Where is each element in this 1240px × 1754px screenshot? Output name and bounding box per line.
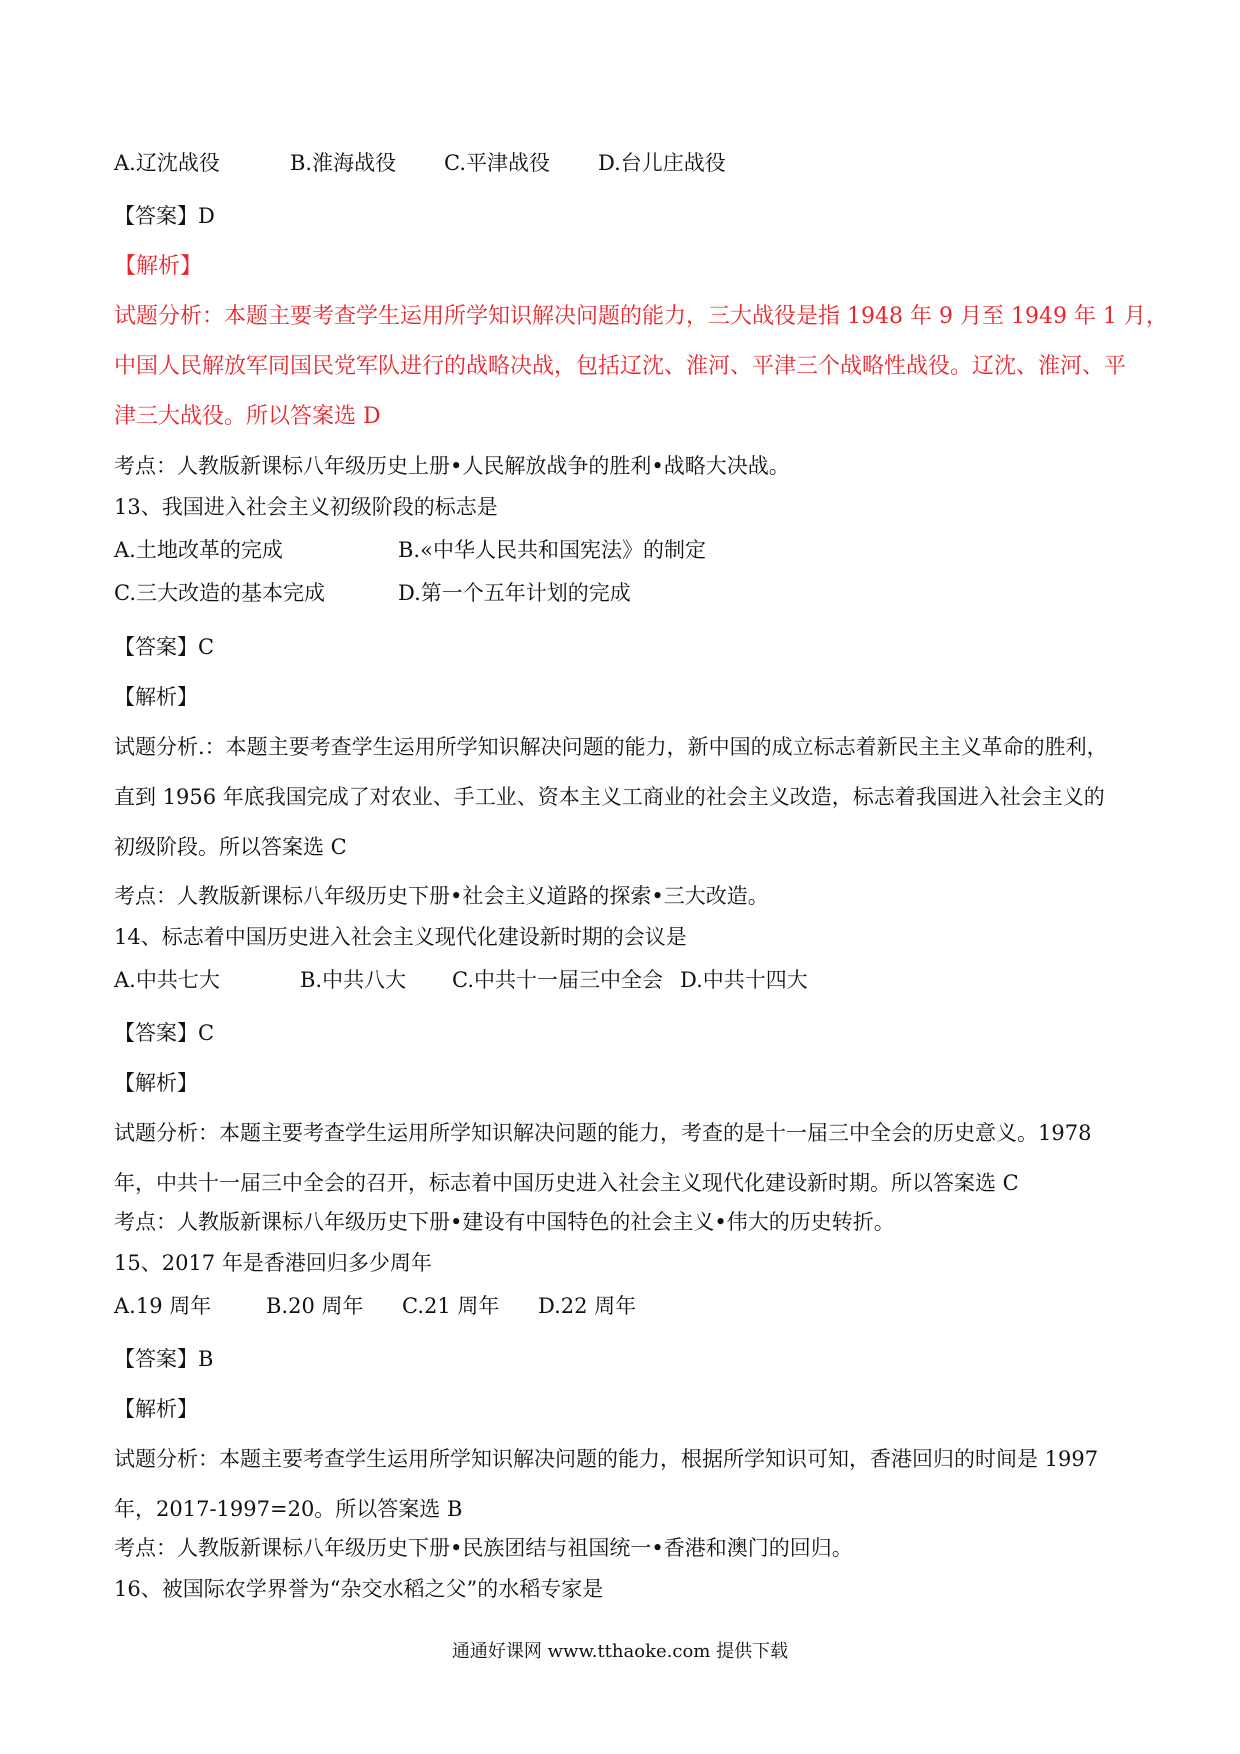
q14-question: 14、标志着中国历史进入社会主义现代化建设新时期的会议是 bbox=[114, 925, 687, 949]
q13-option-d: D.第一个五年计划的完成 bbox=[398, 581, 631, 605]
q14-answer: 【答案】C bbox=[114, 1021, 215, 1045]
q12-answer: 【答案】D bbox=[114, 204, 215, 228]
q13-point: 考点：人教版新课标八年级历史下册•社会主义道路的探索•三大改造。 bbox=[114, 884, 769, 908]
q12-analysis-line: 中国人民解放军同国民党军队进行的战略决战，包括辽沈、淮河、平津三个战略性战役。辽沈、淮河、平 bbox=[114, 354, 1127, 379]
q13-analysis-line: 初级阶段。所以答案选 C bbox=[114, 835, 347, 859]
q12-analysis-line: 试题分析：本题主要考查学生运用所学知识解决问题的能力，三大战役是指 1948 年 9 月至 1949 年 1 月， bbox=[114, 304, 1168, 329]
q12-option-c: C.平津战役 bbox=[444, 151, 550, 175]
q14-option-b: B.中共八大 bbox=[300, 968, 407, 992]
q13-analysis-line: 试题分析.：本题主要考查学生运用所学知识解决问题的能力，新中国的成立标志着新民主主义革命的胜利， bbox=[114, 735, 1108, 759]
q14-option-d: D.中共十四大 bbox=[680, 968, 808, 992]
q13-option-b: B.«中华人民共和国宪法》的制定 bbox=[398, 538, 706, 562]
q12-analysis-heading: 【解析】 bbox=[114, 254, 203, 279]
q12-option-b: B.淮海战役 bbox=[290, 151, 397, 175]
q14-analysis-heading: 【解析】 bbox=[114, 1071, 198, 1095]
q14-point: 考点：人教版新课标八年级历史下册•建设有中国特色的社会主义•伟大的历史转折。 bbox=[114, 1210, 895, 1234]
q15-answer: 【答案】B bbox=[114, 1347, 214, 1371]
q15-analysis-line: 年，2017-1997=20。所以答案选 B bbox=[114, 1497, 463, 1521]
q12-point: 考点：人教版新课标八年级历史上册•人民解放战争的胜利•战略大决战。 bbox=[114, 454, 790, 478]
q15-option-a: A.19 周年 bbox=[114, 1294, 212, 1318]
q12-analysis-line: 津三大战役。所以答案选 D bbox=[114, 404, 381, 429]
q13-analysis-line: 直到 1956 年底我国完成了对农业、手工业、资本主义工商业的社会主义改造，标志着我国进入社会主义的 bbox=[114, 785, 1105, 809]
q13-option-c: C.三大改造的基本完成 bbox=[114, 581, 325, 605]
page-footer: 通通好课网 www.tthaoke.com 提供下载 bbox=[451, 1641, 789, 1662]
q13-analysis-heading: 【解析】 bbox=[114, 685, 198, 709]
q13-answer: 【答案】C bbox=[114, 635, 215, 659]
q13-option-a: A.土地改革的完成 bbox=[114, 538, 283, 562]
q15-point: 考点：人教版新课标八年级历史下册•民族团结与祖国统一•香港和澳门的回归。 bbox=[114, 1536, 853, 1560]
q14-option-c: C.中共十一届三中全会 bbox=[452, 968, 663, 992]
q14-analysis-line: 年，中共十一届三中全会的召开，标志着中国历史进入社会主义现代化建设新时期。所以答案选 C bbox=[114, 1171, 1019, 1195]
q15-question: 15、2017 年是香港回归多少周年 bbox=[114, 1251, 432, 1275]
q16-question: 16、被国际农学界誉为“杂交水稻之父”的水稻专家是 bbox=[114, 1577, 604, 1601]
q14-analysis-line: 试题分析：本题主要考查学生运用所学知识解决问题的能力，考查的是十一届三中全会的历史意义。1978 bbox=[114, 1121, 1092, 1145]
q15-option-c: C.21 周年 bbox=[402, 1294, 500, 1318]
q12-option-a: A.辽沈战役 bbox=[114, 151, 220, 175]
q15-option-b: B.20 周年 bbox=[266, 1294, 364, 1318]
q14-option-a: A.中共七大 bbox=[114, 968, 220, 992]
q15-analysis-line: 试题分析：本题主要考查学生运用所学知识解决问题的能力，根据所学知识可知，香港回归的时间是 1997 bbox=[114, 1447, 1099, 1471]
q12-option-d: D.台儿庄战役 bbox=[598, 151, 726, 175]
q15-option-d: D.22 周年 bbox=[538, 1294, 637, 1318]
q15-analysis-heading: 【解析】 bbox=[114, 1397, 198, 1421]
q13-question: 13、我国进入社会主义初级阶段的标志是 bbox=[114, 495, 498, 519]
